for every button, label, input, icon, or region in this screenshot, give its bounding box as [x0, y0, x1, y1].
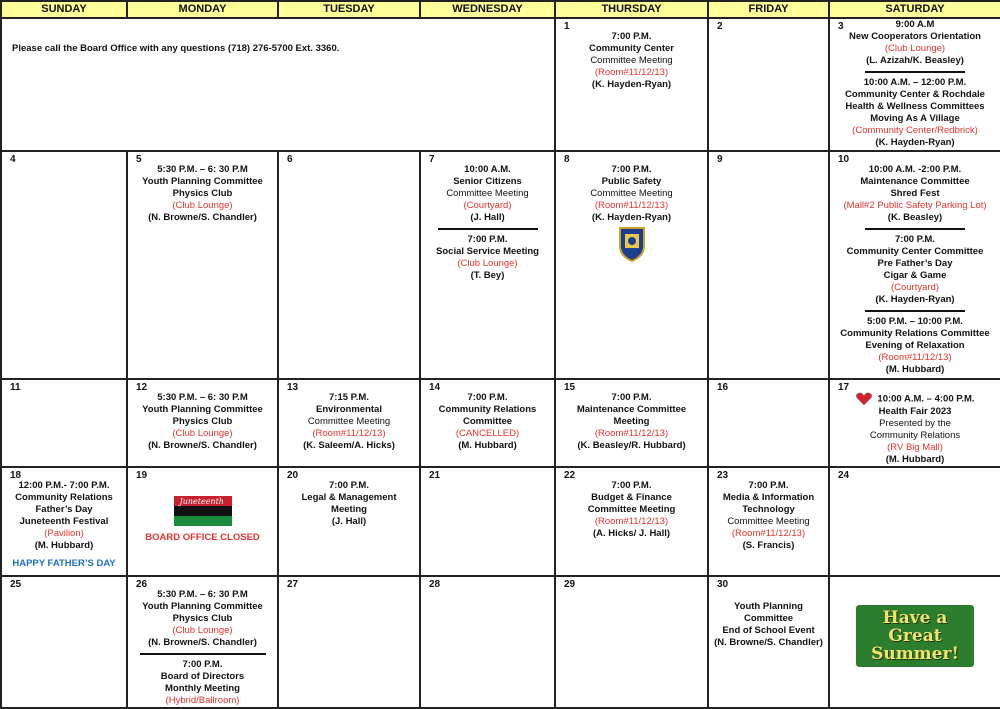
date-number: 9 [717, 154, 723, 165]
date-number: 26 [136, 579, 148, 590]
header-monday: MONDAY [127, 1, 278, 18]
event-media-information-technology: 7:00 P.M. Media & Information Technology Committee Meeting (Room#11/12/13) (S. Francis) [722, 480, 815, 551]
juneteenth-flag-icon [174, 496, 232, 526]
day-cell-18 [1, 467, 127, 576]
date-number: 11 [10, 382, 21, 393]
day-cell-15 [555, 379, 708, 467]
event-social-service: 7:00 P.M. Social Service Meeting (Club Lounge) (T. Bey) [436, 234, 539, 281]
event-budget-finance: 7:00 P.M. Budget & Finance Committee Meeting (Room#11/12/13) (A. Hicks/ J. Hall) [587, 480, 676, 539]
day-cell-2 [708, 18, 829, 151]
date-number: 1 [564, 21, 570, 32]
event-community-center: 7:00 P.M. Community Center Committee Meeting (Room#11/12/13) (K. Hayden-Ryan) [589, 31, 674, 90]
header-wednesday: WEDNESDAY [420, 1, 555, 18]
day-cell-17 [829, 379, 1000, 467]
weekday-header-row [1, 1, 1000, 18]
day-cell-13 [278, 379, 420, 467]
event-shred-fest: 10:00 A.M. -2:00 P.M. Maintenance Committee Shred Fest (Mall#2 Public Safety Parking Lot) (K. Beasley) [843, 164, 987, 223]
police-badge-icon [617, 226, 647, 262]
day-cell-26 [127, 576, 278, 708]
date-number: 24 [838, 470, 850, 481]
day-cell-6 [278, 151, 420, 379]
event-new-cooperators-orientation: 9:00 A.M New Cooperators Orientation (Club Lounge) (L. Azizah/K. Beasley) [849, 19, 981, 66]
day-cell-9 [708, 151, 829, 379]
day-cell-5 [127, 151, 278, 379]
week-row-4 [1, 467, 1000, 576]
day-cell-23 [708, 467, 829, 576]
event-maintenance-committee: 7:00 P.M. Maintenance Committee Meeting (Room#11/12/13) (K. Beasley/R. Hubbard) [576, 392, 687, 451]
date-number: 13 [287, 382, 299, 393]
day-cell-19 [127, 467, 278, 576]
date-number: 7 [429, 154, 435, 165]
date-number: 8 [564, 154, 570, 165]
event-board-of-directors: 7:00 P.M. Board of Directors Monthly Meeting (Hybrid/Ballroom) [160, 659, 245, 706]
week-row-3 [1, 379, 1000, 467]
event-public-safety: 7:00 P.M. Public Safety Committee Meeting (Room#11/12/13) (K. Hayden-Ryan) [590, 164, 673, 223]
date-number: 12 [136, 382, 148, 393]
date-number: 15 [564, 382, 576, 393]
divider [438, 228, 538, 230]
date-number: 4 [10, 154, 16, 165]
day-cell-4 [1, 151, 127, 379]
date-number: 2 [717, 21, 723, 32]
flag-text: Juneteenth [179, 497, 224, 506]
date-number: 22 [564, 470, 576, 481]
day-cell-29 [555, 576, 708, 708]
day-cell-3 [829, 18, 1000, 151]
date-number: 29 [564, 579, 576, 590]
header-friday: FRIDAY [708, 1, 829, 18]
event-legal-management: 7:00 P.M. Legal & Management Meeting (J. Hall) [301, 480, 397, 527]
event-youth-planning: 5:30 P.M. – 6: 30 P.M Youth Planning Committee Physics Club (Club Lounge) (N. Browne/S. Chandler) [142, 164, 263, 223]
notice-cell [1, 18, 555, 151]
date-number: 17 [838, 382, 850, 393]
day-cell-1 [555, 18, 708, 151]
header-thursday: THURSDAY [555, 1, 708, 18]
event-health-fair: 10:00 A.M. – 4:00 P.M. Health Fair 2023 Presented by the Community Relations (RV Big Mall) (M. Hubbard) [830, 380, 1000, 466]
day-cell-7 [420, 151, 555, 379]
fathers-day-note: HAPPY FATHER’S DAY [12, 558, 116, 569]
board-office-closed-label: BOARD OFFICE CLOSED [145, 532, 260, 543]
date-number: 18 [10, 470, 22, 481]
date-number: 27 [287, 579, 299, 590]
date-number: 3 [838, 21, 844, 32]
date-number: 14 [429, 382, 441, 393]
event-youth-planning: 5:30 P.M. – 6: 30 P.M Youth Planning Committee Physics Club (Club Lounge) (N. Browne/S. Chandler) [142, 392, 263, 451]
divider [865, 71, 965, 73]
event-cigar-and-game: 7:00 P.M. Community Center Committee Pre Father’s Day Cigar & Game (Courtyard) (K. Hayden-Ryan) [846, 234, 984, 305]
day-cell-16 [708, 379, 829, 467]
day-cell-30 [708, 576, 829, 708]
day-cell-21 [420, 467, 555, 576]
heart-icon [855, 392, 873, 406]
day-cell-25 [1, 576, 127, 708]
day-cell-28 [420, 576, 555, 708]
week-row-5 [1, 576, 1000, 708]
day-cell-8 [555, 151, 708, 379]
header-sunday: SUNDAY [1, 1, 127, 18]
event-environmental: 7:15 P.M. Environmental Committee Meeting (Room#11/12/13) (K. Saleem/A. Hicks) [303, 392, 395, 451]
header-saturday: SATURDAY [829, 1, 1000, 18]
board-office-notice: Please call the Board Office with any questions (718) 276-5700 Ext. 3360. [12, 43, 340, 54]
day-cell-20 [278, 467, 420, 576]
date-number: 20 [287, 470, 299, 481]
day-cell-11 [1, 379, 127, 467]
divider [865, 228, 965, 230]
date-number: 28 [429, 579, 441, 590]
divider [140, 653, 266, 655]
day-cell-10 [829, 151, 1000, 379]
date-number: 23 [717, 470, 729, 481]
day-cell-22 [555, 467, 708, 576]
day-cell-12 [127, 379, 278, 467]
day-cell-14 [420, 379, 555, 467]
date-number: 16 [717, 382, 729, 393]
event-evening-of-relaxation: 5:00 P.M. – 10:00 P.M. Community Relations Committee Evening of Relaxation (Room#11/12/13) (M. Hubbard) [840, 316, 990, 375]
day-cell-24 [829, 467, 1000, 576]
date-number: 25 [10, 579, 22, 590]
date-number: 21 [429, 470, 441, 481]
event-end-of-school: Youth Planning Committee End of School Event (N. Browne/S. Chandler) [714, 601, 823, 648]
week-row-1 [1, 18, 1000, 151]
event-youth-planning: 5:30 P.M. – 6: 30 P.M Youth Planning Committee Physics Club (Club Lounge) (N. Browne/S. Chandler) [142, 589, 263, 648]
day-cell-27 [278, 576, 420, 708]
have-a-great-summer-graphic: Have a Great Summer! [856, 605, 974, 667]
date-number: 30 [717, 579, 729, 590]
divider [865, 310, 965, 312]
date-number: 19 [136, 470, 148, 481]
event-juneteenth-festival: 12:00 P.M.- 7:00 P.M. Community Relations Father’s Day Juneteenth Festival (Pavilion) (M. Hubbard) HAPPY FATHER’S DAY [2, 468, 126, 570]
event-moving-as-a-village: 10:00 A.M. – 12:00 P.M. Community Center & Rochdale Health & Wellness Committees Moving As A Village (Community Center/Redbrick) (K. Hayden-Ryan) [845, 77, 985, 148]
event-senior-citizens: 10:00 A.M. Senior Citizens Committee Meeting (Courtyard) (J. Hall) [446, 164, 529, 223]
date-number: 10 [838, 154, 850, 165]
date-number: 6 [287, 154, 293, 165]
event-community-relations: 7:00 P.M. Community Relations Committee (CANCELLED) (M. Hubbard) [438, 392, 537, 451]
date-number: 5 [136, 154, 142, 165]
header-tuesday: TUESDAY [278, 1, 420, 18]
summer-cell [829, 576, 1000, 708]
week-row-2 [1, 151, 1000, 379]
